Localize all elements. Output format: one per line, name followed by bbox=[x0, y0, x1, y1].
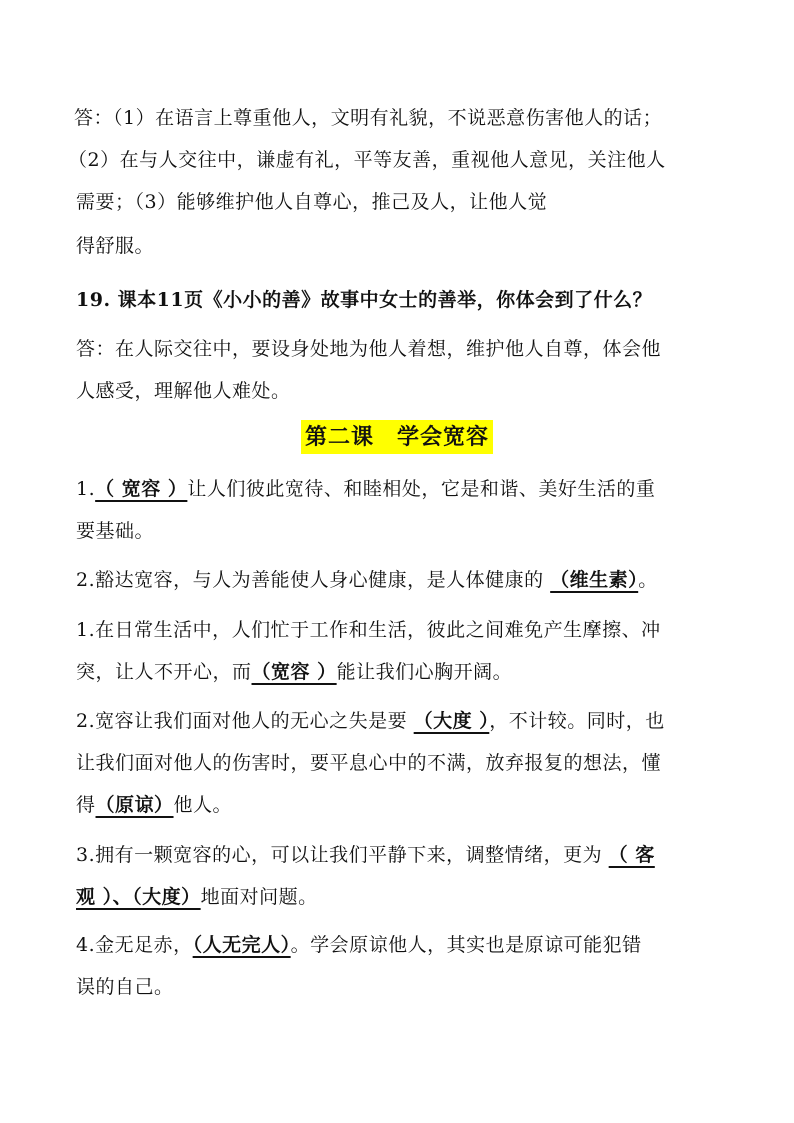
lesson-title: 第二课 学会宽容 bbox=[301, 420, 493, 454]
item-3-end: 能让我们心胸开阔。 bbox=[336, 661, 513, 683]
item-1-number: 1. bbox=[76, 478, 96, 500]
item-2-text: 2.豁达宽容，与人为善能使人身心健康，是人体健康的 bbox=[76, 569, 551, 591]
item-2 bbox=[76, 559, 716, 601]
item-6 bbox=[76, 924, 716, 1008]
item-4-end: 他人。 bbox=[173, 794, 233, 816]
item-6-text: 4.金无足赤， bbox=[76, 934, 193, 956]
item-4-text: 2.宽容让我们面对他人的无心之失是要 bbox=[76, 710, 414, 732]
item-2-line-1 bbox=[76, 559, 716, 601]
q19-question bbox=[76, 279, 716, 321]
item-4-blank-2: （原谅） bbox=[95, 794, 174, 816]
item-4 bbox=[76, 700, 716, 826]
item-5-line-1 bbox=[76, 834, 716, 876]
item-6-text-2: 。学会原谅他人，其实也是原谅可能犯错 bbox=[290, 934, 642, 956]
q18-answer-line-2: （2）在与人交往中，谦虚有礼，平等友善，重视他人意见，关注他人 bbox=[68, 149, 666, 171]
item-6-blank: （人无完人） bbox=[192, 934, 291, 956]
item-3 bbox=[76, 609, 716, 693]
q18-answer-line-1: 答：（1）在语言上尊重他人，文明有礼貌，不说恶意伤害他人的话； bbox=[74, 107, 663, 129]
q18-answer bbox=[68, 97, 716, 223]
item-5-blank-2: 观 ）、（大度） bbox=[76, 886, 201, 908]
item-1-line-1 bbox=[76, 468, 716, 510]
item-3-line-1: 1.在日常生活中，人们忙于工作和生活，彼此之间难免产生摩擦、冲 bbox=[76, 619, 661, 641]
item-4-line-2: 让我们面对他人的伤害时，要平息心中的不满，放弃报复的想法，懂 bbox=[76, 752, 662, 774]
q18-answer-line-3: 需要；（3）能够维护他人自尊心，推己及人，让他人觉 bbox=[76, 191, 548, 213]
item-4-line-3 bbox=[76, 784, 716, 826]
item-1 bbox=[76, 468, 716, 552]
item-2-blank: （维生素） bbox=[550, 569, 639, 591]
q19-answer-line-1: 答：在人际交往中，要设身处地为他人着想，维护他人自尊，体会他 bbox=[76, 338, 662, 360]
item-5-blank-1: （ 客 bbox=[608, 844, 655, 866]
item-4-text-2: ，不计较。同时，也 bbox=[489, 710, 665, 732]
item-1-blank: （ 宽容 ） bbox=[95, 478, 188, 500]
lesson-title-wrap bbox=[0, 420, 794, 454]
q18-answer-tail bbox=[76, 225, 716, 267]
item-3-text: 突，让人不开心，而 bbox=[76, 661, 252, 683]
item-3-line-2 bbox=[76, 651, 716, 693]
item-3-blank: （宽容 ） bbox=[251, 661, 337, 683]
q18-answer-line-4: 得舒服。 bbox=[76, 235, 155, 257]
q19-answer-line-2: 人感受，理解他人难处。 bbox=[76, 380, 291, 402]
item-6-line-2: 误的自己。 bbox=[76, 976, 174, 998]
q19-answer bbox=[76, 328, 716, 412]
item-4-line-1 bbox=[76, 700, 716, 742]
item-5-end: 地面对问题。 bbox=[200, 886, 318, 908]
item-4-blank-1: （大度 ） bbox=[413, 710, 490, 732]
item-1-text: 让人们彼此宽待、和睦相处，它是和谐、美好生活的重 bbox=[187, 478, 656, 500]
item-4-text-3: 得 bbox=[76, 794, 96, 816]
item-1-line-2: 要基础。 bbox=[76, 520, 155, 542]
item-2-end: 。 bbox=[638, 569, 658, 591]
item-5-text: 3.拥有一颗宽容的心，可以让我们平静下来，调整情绪，更为 bbox=[76, 844, 609, 866]
item-5-line-2 bbox=[76, 876, 716, 918]
item-6-line-1 bbox=[76, 924, 716, 966]
item-5 bbox=[76, 834, 716, 918]
q19-question-text: 19. 课本11页《小小的善》故事中女士的善举，你体会到了什么？ bbox=[76, 289, 653, 311]
